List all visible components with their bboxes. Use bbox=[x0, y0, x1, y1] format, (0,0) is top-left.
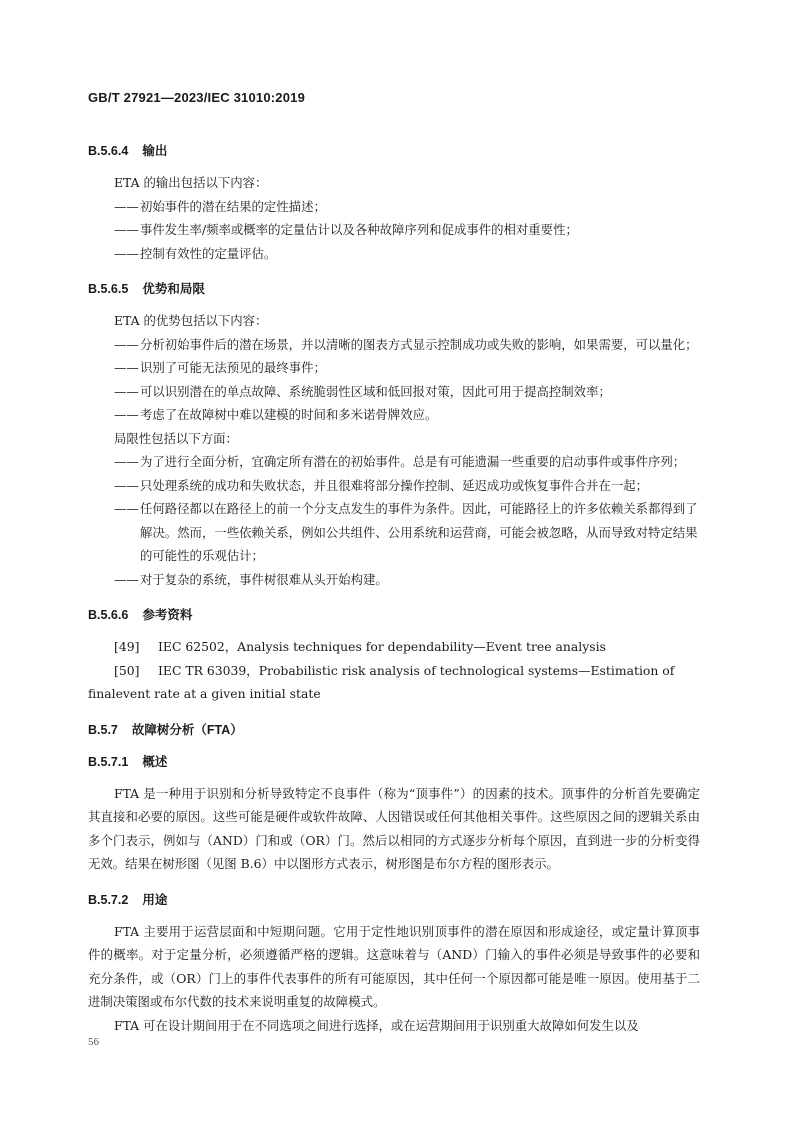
dash: —— bbox=[114, 198, 139, 214]
dash: —— bbox=[114, 245, 139, 261]
standard-header: GB/T 27921—2023/IEC 31010:2019 bbox=[88, 90, 306, 105]
heading-b571 bbox=[88, 752, 700, 770]
list-item: ——控制有效性的定量评估。 bbox=[88, 242, 700, 266]
section-number: B.5.7 bbox=[88, 722, 118, 737]
section-title: 优势和局限 bbox=[142, 282, 205, 296]
section-title: 故障树分析（FTA） bbox=[131, 722, 243, 737]
section-number: B.5.7.2 bbox=[88, 892, 129, 907]
section-title: 用途 bbox=[142, 892, 168, 907]
dash: —— bbox=[114, 477, 139, 493]
dash: —— bbox=[114, 222, 139, 237]
overview-paragraph: FTA 是一种用于识别和分析导致特定不良事件（称为“顶事件”）的因素的技术。顶事件的分析首先要确定其直接和必要的原因。这些可能是硬件或软件故障、人因错误或任何其他相关事件。这些原因之间的逻辑关系由多个门表示，例如与（AND）门和或（OR）门。然后以相同的方式逐步分析每个原因，直到进一步的分析变得无效。结果在树形图（见图 B.6）中以图形方式表示，树形图是布尔方程的图形表示。 bbox=[88, 785, 700, 871]
list-item: ——只处理系统的成功和失败状态，并且很难将部分操作控制、延迟成功或恢复事件合并在一起； bbox=[88, 474, 700, 498]
dash: —— bbox=[114, 407, 139, 422]
usage-paragraph-1: FTA 主要用于运营层面和中短期问题。它用于定性地识别顶事件的潜在原因和形成途径，或定量计算顶事件的概率。对于定量分析，必须遵循严格的逻辑。这意味着与（AND）门输入的事件必须是导致事件的必要和充分条件，或（OR）门上的事件代表事件的所有可能原因，其中任何一个原因都可能是唯一原因。使用基于二进制决策图或布尔代数的技术来说明重复的故障模式。 bbox=[88, 923, 700, 1009]
reference-number: [50] bbox=[114, 662, 140, 678]
heading-b566 bbox=[88, 605, 700, 623]
heading-b565 bbox=[88, 279, 700, 297]
heading-b572 bbox=[88, 890, 700, 908]
usage-paragraph-2: FTA 可在设计期间用于在不同选项之间进行选择，或在运营期间用于识别重大故障如何发生以及 bbox=[114, 1017, 639, 1033]
reference-number: [49] bbox=[114, 639, 140, 654]
section-number: B.5.6.6 bbox=[88, 608, 129, 622]
dash: —— bbox=[114, 360, 139, 375]
list-item: ——初始事件的潜在结果的定性描述； bbox=[88, 195, 700, 219]
dash: —— bbox=[114, 336, 139, 352]
section-number: B.5.7.1 bbox=[88, 754, 129, 769]
heading-b57 bbox=[88, 720, 700, 738]
section-number: B.5.6.4 bbox=[88, 144, 129, 158]
list-item: ——事件发生率/频率或概率的定量估计以及各种故障序列和促成事件的相对重要性； bbox=[88, 218, 700, 242]
page-number: 56 bbox=[88, 1036, 99, 1048]
section-title: 输出 bbox=[142, 144, 168, 158]
list-item: ——为了进行全面分析，宜确定所有潜在的初始事件。总是有可能遗漏一些重要的启动事件或事件序列； bbox=[88, 450, 700, 474]
reference-text: IEC TR 63039，Probabilistic risk analysis of technological systems—Estimation of finalevent rate at a given initial state bbox=[88, 662, 675, 701]
dash: —— bbox=[114, 383, 139, 399]
dash: —— bbox=[114, 501, 139, 516]
list-item: ——可以识别潜在的单点故障、系统脆弱性区域和低回报对策，因此可用于提高控制效率； bbox=[88, 380, 700, 404]
list-item: ——考虑了在故障树中难以建模的时间和多米诺骨牌效应。 bbox=[88, 403, 700, 427]
section-title: 概述 bbox=[142, 754, 168, 769]
page-body bbox=[88, 90, 700, 1037]
reference-text: IEC 62502，Analysis techniques for dependability—Event tree analysis bbox=[158, 639, 606, 654]
list-item: ——识别了可能无法预见的最终事件； bbox=[88, 356, 700, 380]
reference-item bbox=[88, 659, 700, 706]
dash: —— bbox=[114, 571, 139, 587]
heading-b564 bbox=[88, 141, 700, 159]
section-title: 参考资料 bbox=[142, 608, 193, 622]
reference-item bbox=[88, 635, 700, 659]
dash: —— bbox=[114, 454, 139, 469]
output-intro: ETA 的输出包括以下内容： bbox=[114, 175, 268, 190]
list-item: ——分析初始事件后的潜在场景，并以清晰的图表方式显示控制成功或失败的影响，如果需要，可以量化； bbox=[88, 333, 700, 357]
limitations-intro: 局限性包括以下方面： bbox=[114, 430, 238, 446]
advantages-intro: ETA 的优势包括以下内容： bbox=[114, 313, 268, 328]
section-number: B.5.6.5 bbox=[88, 282, 129, 296]
list-item: ——对于复杂的系统，事件树很难从头开始构建。 bbox=[88, 568, 700, 592]
list-item: ——任何路径都以在路径上的前一个分支点发生的事件为条件。因此，可能路径上的许多依赖关系都得到了解决。然而，一些依赖关系，例如公共组件、公用系统和运营商，可能会被忽略，从而导致对特定结果的可能性的乐观估计； bbox=[88, 497, 700, 568]
